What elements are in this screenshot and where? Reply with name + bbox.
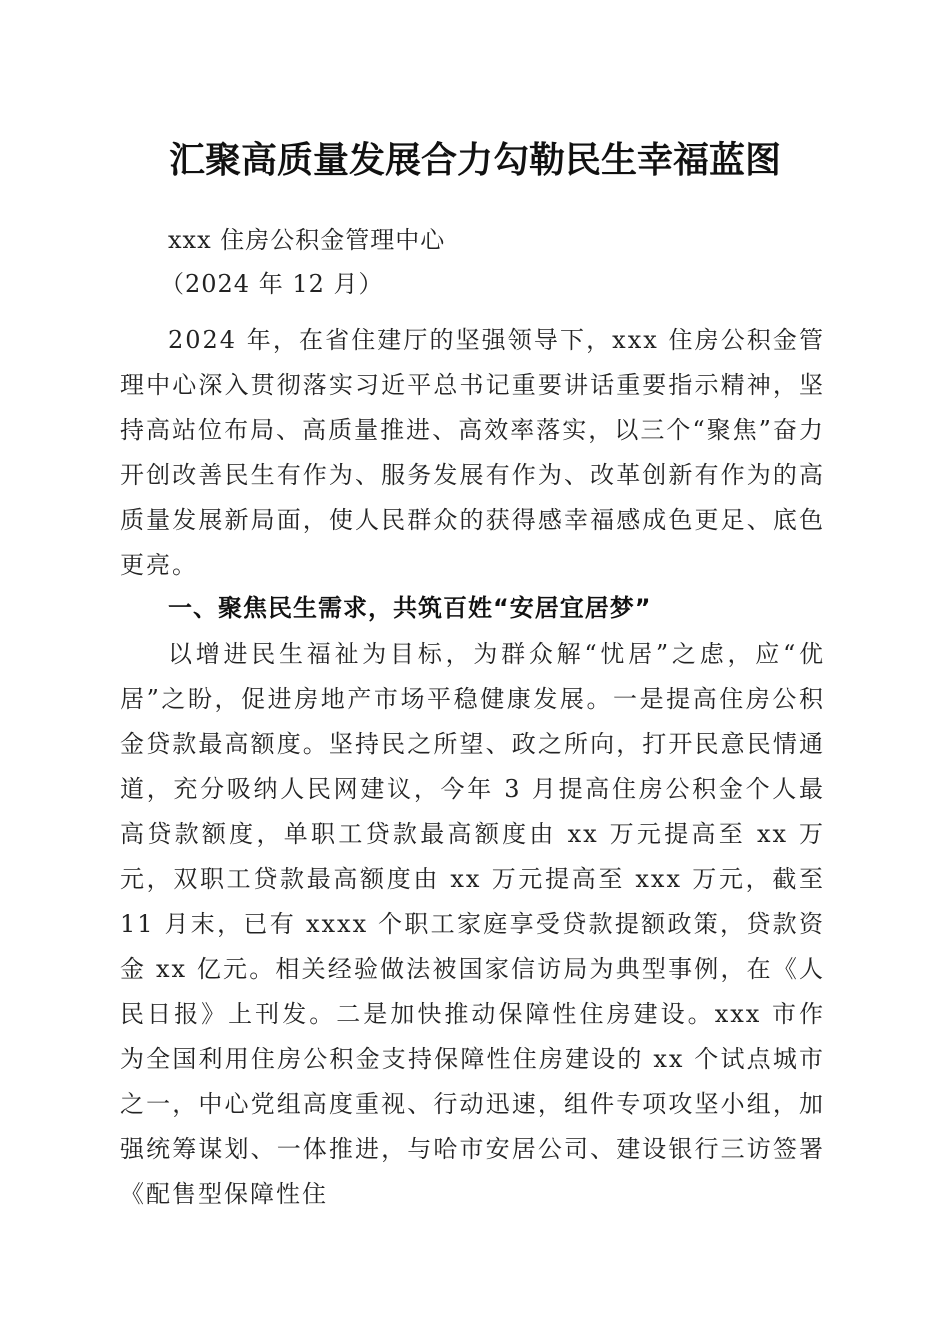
author-line: xxx 住房公积金管理中心	[168, 226, 446, 254]
section-paragraph: 以增进民生福祉为目标，为群众解“忧居”之虑，应“优居”之盼，促进房地产市场平稳健康发展。一是提高住房公积金贷款最高额度。坚持民之所望、政之所向，打开民意民情通道，充分吸纳人民网建议，今年 3 月提高住房公积金个人最高贷款额度，单职工贷款最高额度由 xx 万元提高至 xx 万元，双职工贷款最高额度由 xx 万元提高至 xxx 万元，截至 11 月末，已有 xxxx 个职工家庭享受贷款提额政策，贷款资金 xx 亿元。相关经验做法被国家信访局为典型事例，在《人民日报》上刊发。二是加快推动保障性住房建设。xxx 市作为全国利用住房公积金支持保障性住房建设的 xx 个试点城市之一，中心党组高度重视、行动迅速，组件专项攻坚小组，加强统筹谋划、一体推进，与哈市安居公司、建设银行三访签署《配售型保障性住	[120, 640, 825, 1208]
section-heading: 一、聚焦民生需求，共筑百姓“安居宜居梦”	[168, 594, 652, 622]
document-title: 汇聚高质量发展合力勾勒民生幸福蓝图	[168, 139, 781, 181]
intro-paragraph: 2024 年，在省住建厅的坚强领导下，xxx 住房公积金管理中心深入贯彻落实习近平总书记重要讲话重要指示精神，坚持高站位布局、高质量推进、高效率落实，以三个“聚焦”奋力开创改善民生有作为、服务发展有作为、改革创新有作为的高质量发展新局面，使人民群众的获得感幸福感成色更足、底色更亮。	[120, 326, 825, 579]
date-line: （2024 年 12 月）	[160, 270, 384, 298]
